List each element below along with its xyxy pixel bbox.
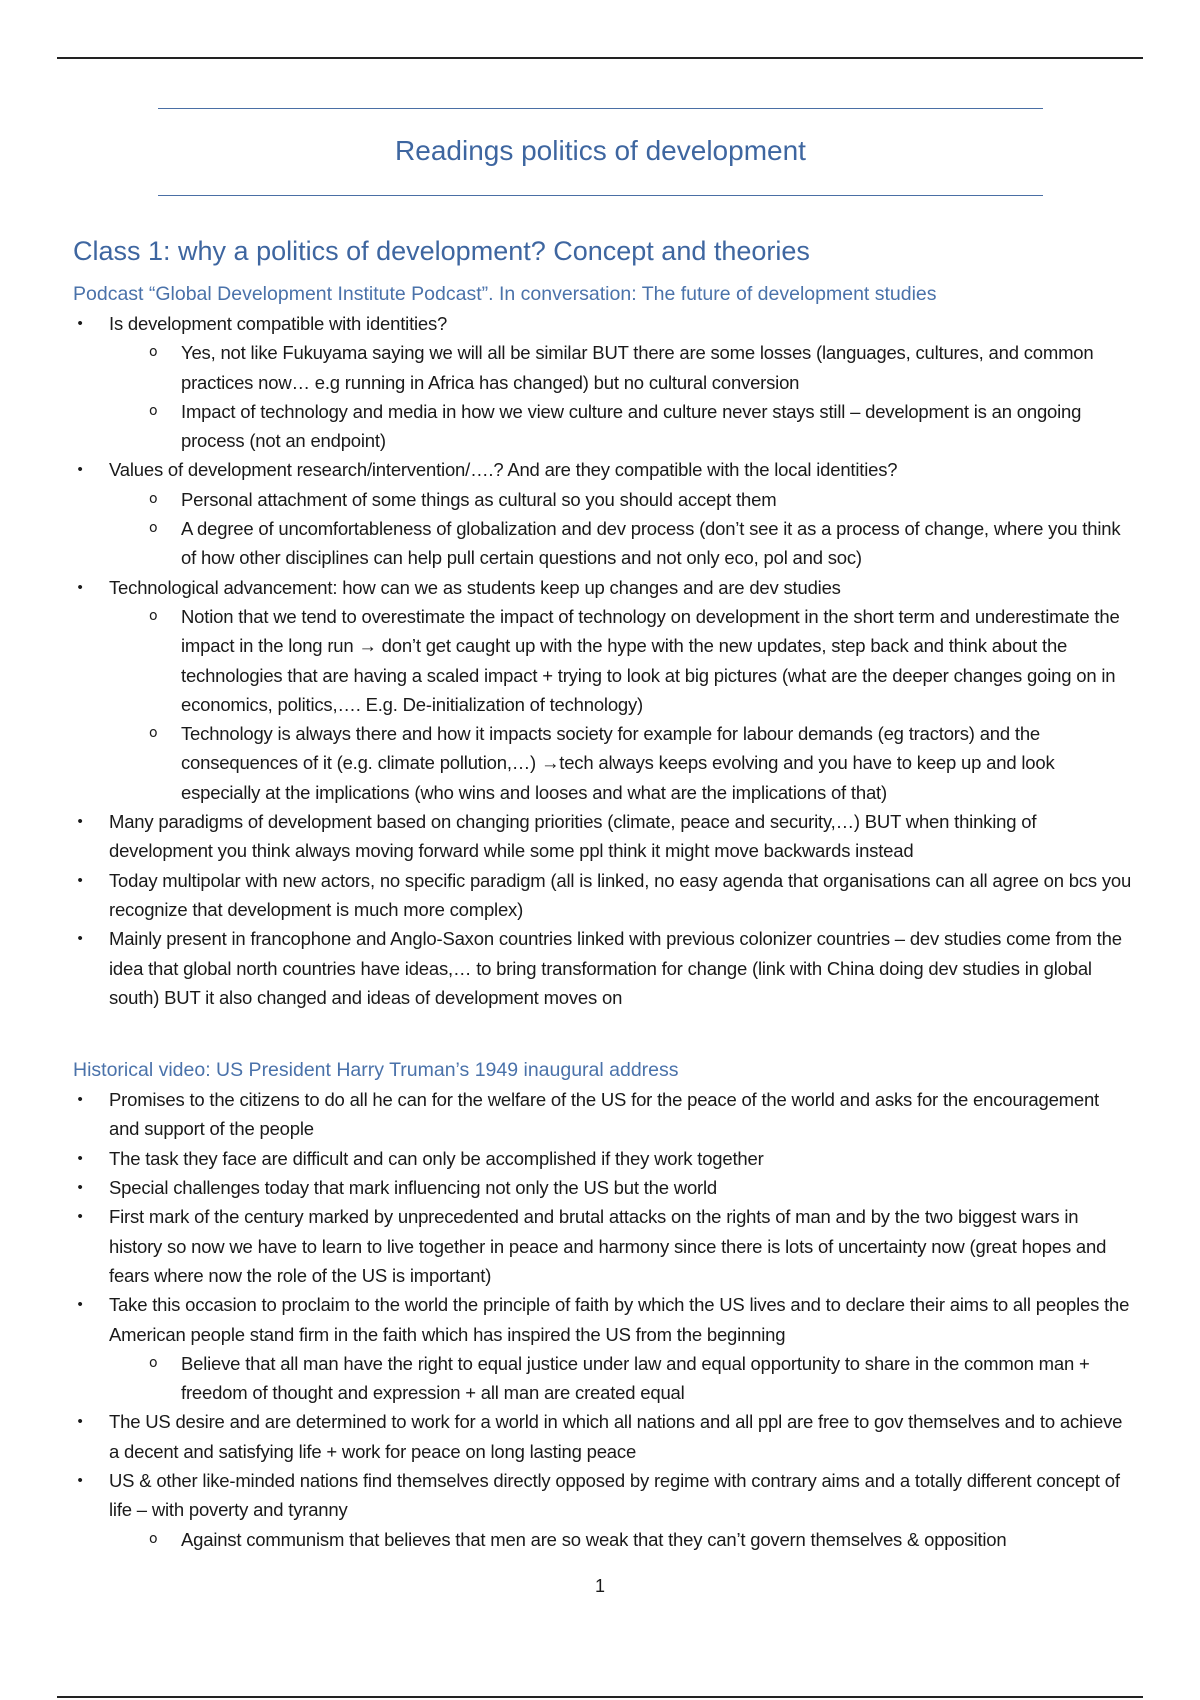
sub-bullet-text: Impact of technology and media in how we view culture and culture never stays still – development is an ongoing process (not an endpoint): [181, 400, 1082, 452]
sub-bullet-list: [109, 1349, 1133, 1408]
sub-bullet-text: Personal attachment of some things as cultural so you should accept them: [181, 488, 777, 510]
sub-bullet-item: [145, 1525, 1133, 1554]
bullet-text: Mainly present in francophone and Anglo-Saxon countries linked with previous colonizer countries – dev studies come from the idea that global north countries have ideas,… to bring transformation for change (link with China doing dev studies in global south) BUT it also changed and ideas of development moves on: [109, 928, 1122, 1008]
sub-bullet-text: Against communism that believes that men are so weak that they can’t govern themselves & opposition: [181, 1528, 1007, 1550]
circle-bullet-icon: o: [149, 402, 158, 419]
bullet-dot-icon: •: [77, 315, 83, 332]
bullet-item: [73, 455, 1133, 572]
bullet-text: Promises to the citizens to do all he can for the welfare of the US for the peace of the world and asks for the encouragement and support of the people: [109, 1089, 1099, 1140]
bullet-text: Technological advancement: how can we as students keep up changes and are dev studies: [109, 576, 841, 598]
video-notes: [73, 1085, 1133, 1554]
bullet-item: [73, 1202, 1133, 1290]
bullet-text: Special challenges today that mark influencing not only the US but the world: [109, 1177, 718, 1199]
bullet-dot-icon: •: [77, 1208, 83, 1226]
sub-bullet-list: [109, 602, 1133, 807]
sub-bullet-text: Technology is always there and how it impacts society for example for labour demands (eg tractors) and the consequences of it (e.g. climate pollution,…) →tech always keeps evolving and you have to keep up and look especially at the implications (who wins and looses and what are the implications of that): [181, 723, 1055, 803]
bullet-dot-icon: •: [77, 1091, 83, 1109]
page-number: 1: [594, 1576, 605, 1596]
bullet-dot-icon: •: [77, 871, 83, 889]
circle-bullet-icon: o: [149, 520, 158, 537]
bullet-dot-icon: •: [77, 930, 83, 948]
bullet-text: Today multipolar with new actors, no specific paradigm (all is linked, no easy agenda that organisations can all agree on bcs you recognize that development is much more complex): [109, 869, 1132, 920]
bullet-text: The task they face are difficult and can only be accomplished if they work together: [109, 1147, 764, 1169]
bullet-dot-icon: •: [77, 578, 83, 596]
bullet-text: Take this occasion to proclaim to the world the principle of faith by which the US lives and to declare their aims to all peoples the American people stand firm in the faith which has inspired the US from the beginning: [109, 1294, 1130, 1345]
bullet-dot-icon: •: [77, 1179, 83, 1197]
bullet-text: Values of development research/intervention/….? And are they compatible with the local identities?: [109, 459, 898, 481]
sub-bullet-item: [145, 602, 1133, 719]
bullet-item: [73, 573, 1133, 807]
page-bottom-rule: [57, 1696, 1143, 1698]
bullet-text: US & other like-minded nations find themselves directly opposed by regime with contrary aims and a totally different concept of life – with poverty and tyranny: [109, 1469, 1120, 1521]
circle-bullet-icon: o: [149, 1530, 158, 1547]
circle-bullet-icon: o: [149, 490, 158, 507]
circle-bullet-icon: o: [149, 1354, 158, 1371]
title-block: [158, 108, 1043, 196]
bullet-item: [73, 924, 1133, 1012]
bullet-item: [73, 1173, 1133, 1202]
circle-bullet-icon: o: [149, 344, 158, 361]
bullet-item: [73, 1144, 1133, 1173]
bullet-text: The US desire and are determined to work for a world in which all nations and all ppl are free to gov themselves and to achieve a decent and satisfying life + work for peace on long lasting peace: [109, 1411, 1123, 1462]
bullet-item: [73, 1290, 1133, 1407]
circle-bullet-icon: o: [149, 607, 158, 624]
sub-bullet-list: [109, 338, 1133, 455]
podcast-heading: Podcast “Global Development Institute Podcast”. In conversation: The future of development studies: [73, 283, 937, 305]
sub-bullet-text: A degree of uncomfortableness of globalization and dev process (don’t see it as a process of change, where you think of how other disciplines can help pull certain questions and not only eco, pol and soc): [181, 518, 1121, 569]
sub-bullet-item: [145, 719, 1133, 807]
bullet-item: [73, 807, 1133, 866]
sub-bullet-text: Yes, not like Fukuyama saying we will all be similar BUT there are some losses (languages, cultures, and common practices now… e.g running in Africa has changed) but no cultural conversion: [181, 342, 1094, 393]
bullet-dot-icon: •: [77, 1471, 83, 1489]
bullet-text: First mark of the century marked by unprecedented and brutal attacks on the rights of man and by the two biggest wars in history so now we have to learn to live together in peace and harmony since there is lots of uncertainty now (great hopes and fears where now the role of the US is important): [109, 1206, 1107, 1286]
circle-bullet-icon: o: [149, 725, 158, 742]
sub-bullet-item: [145, 338, 1133, 397]
video-heading: Historical video: US President Harry Truman’s 1949 inaugural address: [73, 1059, 679, 1082]
podcast-notes: [73, 309, 1133, 1012]
document-body: [73, 228, 1133, 1554]
bullet-dot-icon: •: [77, 1296, 83, 1314]
sub-bullet-list: [109, 485, 1133, 573]
class-heading: Class 1: why a politics of development? Concept and theories: [73, 236, 810, 266]
bullet-item: [73, 1466, 1133, 1554]
bullet-item: [73, 866, 1133, 925]
page-top-rule: [57, 57, 1143, 59]
sub-bullet-text: Notion that we tend to overestimate the impact of technology on development in the short term and underestimate the impact in the long run → don’t get caught up with the hype with the new updates, step back and think about the technologies that are having a scaled impact + trying to look at big pictures (what are the deeper changes going on in economics, politics,…. E.g. De-initialization of technology): [181, 605, 1120, 715]
sub-bullet-item: [145, 397, 1133, 456]
sub-bullet-item: [145, 514, 1133, 573]
sub-bullet-item: [145, 485, 1133, 514]
bullet-dot-icon: •: [77, 813, 83, 831]
bullet-item: [73, 309, 1133, 455]
sub-bullet-text: Believe that all man have the right to equal justice under law and equal opportunity to share in the common man + freedom of thought and expression + all man are created equal: [181, 1352, 1090, 1404]
bullet-dot-icon: •: [77, 1149, 83, 1167]
bullet-item: [73, 1085, 1133, 1144]
sub-bullet-item: [145, 1349, 1133, 1408]
bullet-dot-icon: •: [77, 1413, 83, 1431]
bullet-text: Is development compatible with identities?: [109, 313, 448, 334]
bullet-dot-icon: •: [77, 461, 83, 479]
bullet-text: Many paradigms of development based on changing priorities (climate, peace and security,…) BUT when thinking of development you think always moving forward while some ppl think it might move backwards instead: [109, 811, 1037, 862]
bullet-item: [73, 1407, 1133, 1466]
document-title: Readings politics of development: [395, 135, 806, 166]
sub-bullet-list: [109, 1525, 1133, 1554]
